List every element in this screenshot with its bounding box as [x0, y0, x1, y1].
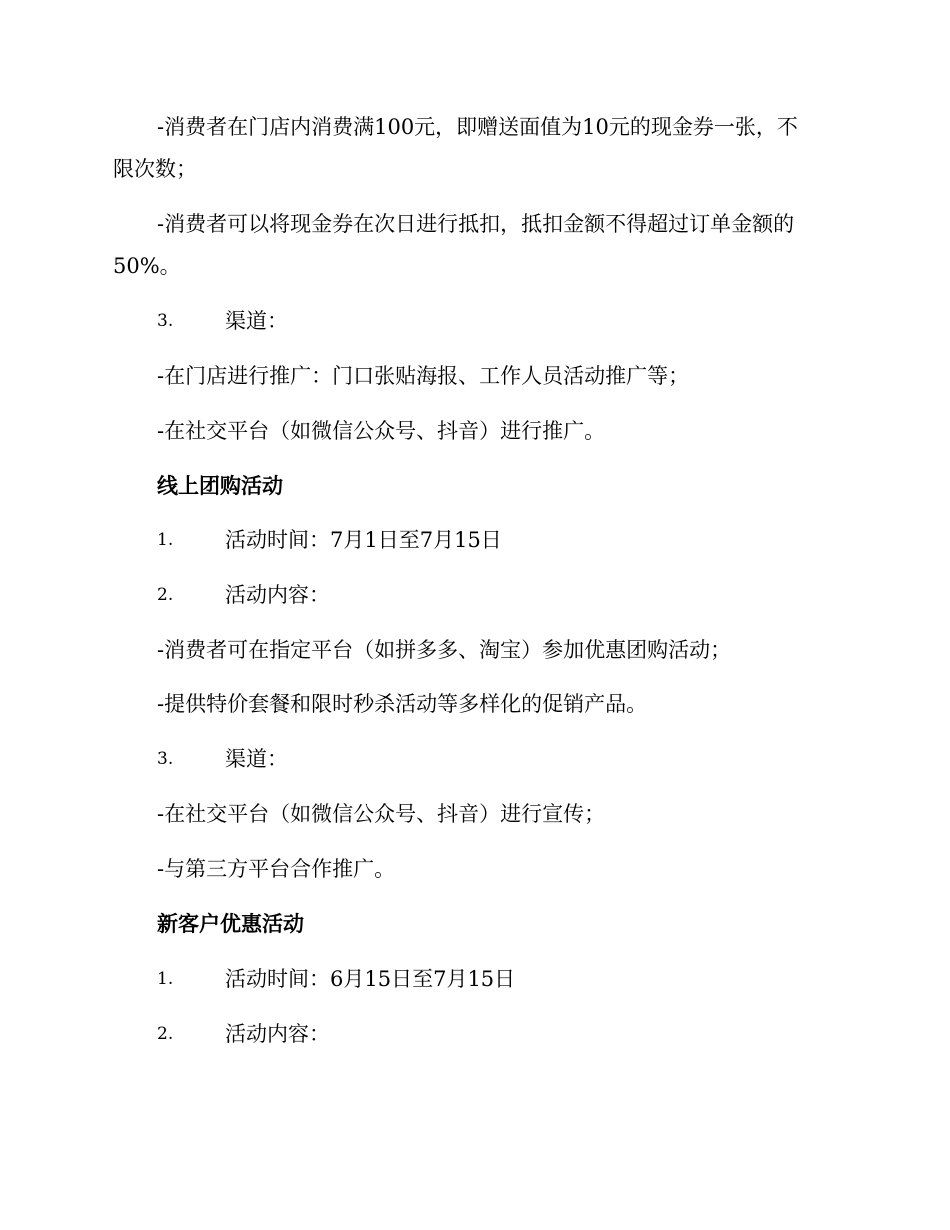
list-number: 3.: [157, 311, 174, 331]
bullet-line: -消费者可在指定平台（如拼多多、淘宝）参加优惠团购活动；: [157, 638, 732, 662]
list-item-text: 渠道：: [225, 309, 288, 333]
list-item-text: 活动时间：6月15日至7月15日: [225, 967, 516, 991]
list-number: 2.: [157, 585, 174, 605]
bullet-line: -与第三方平台合作推广。: [157, 857, 396, 881]
list-item-text: 渠道：: [225, 747, 288, 771]
list-number: 2.: [157, 1024, 174, 1044]
list-number: 1.: [157, 530, 174, 550]
paragraph-line: -消费者可以将现金券在次日进行抵扣，抵扣金额不得超过订单金额的: [157, 212, 795, 236]
section-heading: 新客户优惠活动: [157, 912, 304, 936]
bullet-line: -提供特价套餐和限时秒杀活动等多样化的促销产品。: [157, 692, 648, 716]
paragraph-line: 50%。: [113, 254, 181, 278]
list-item-text: 活动时间：7月1日至7月15日: [225, 528, 502, 552]
list-item-text: 活动内容：: [225, 583, 330, 607]
section-heading: 线上团购活动: [157, 474, 283, 498]
bullet-line: -在社交平台（如微信公众号、抖音）进行宣传；: [157, 802, 606, 826]
list-number: 3.: [157, 749, 174, 769]
bullet-line: -在门店进行推广：门口张贴海报、工作人员活动推广等；: [157, 364, 690, 388]
paragraph-line: -消费者在门店内消费满100元，即赠送面值为10元的现金券一张，不: [157, 115, 798, 139]
paragraph-line: 限次数；: [113, 157, 197, 181]
list-item-text: 活动内容：: [225, 1022, 330, 1046]
bullet-line: -在社交平台（如微信公众号、抖音）进行推广。: [157, 419, 606, 443]
list-number: 1.: [157, 969, 174, 989]
